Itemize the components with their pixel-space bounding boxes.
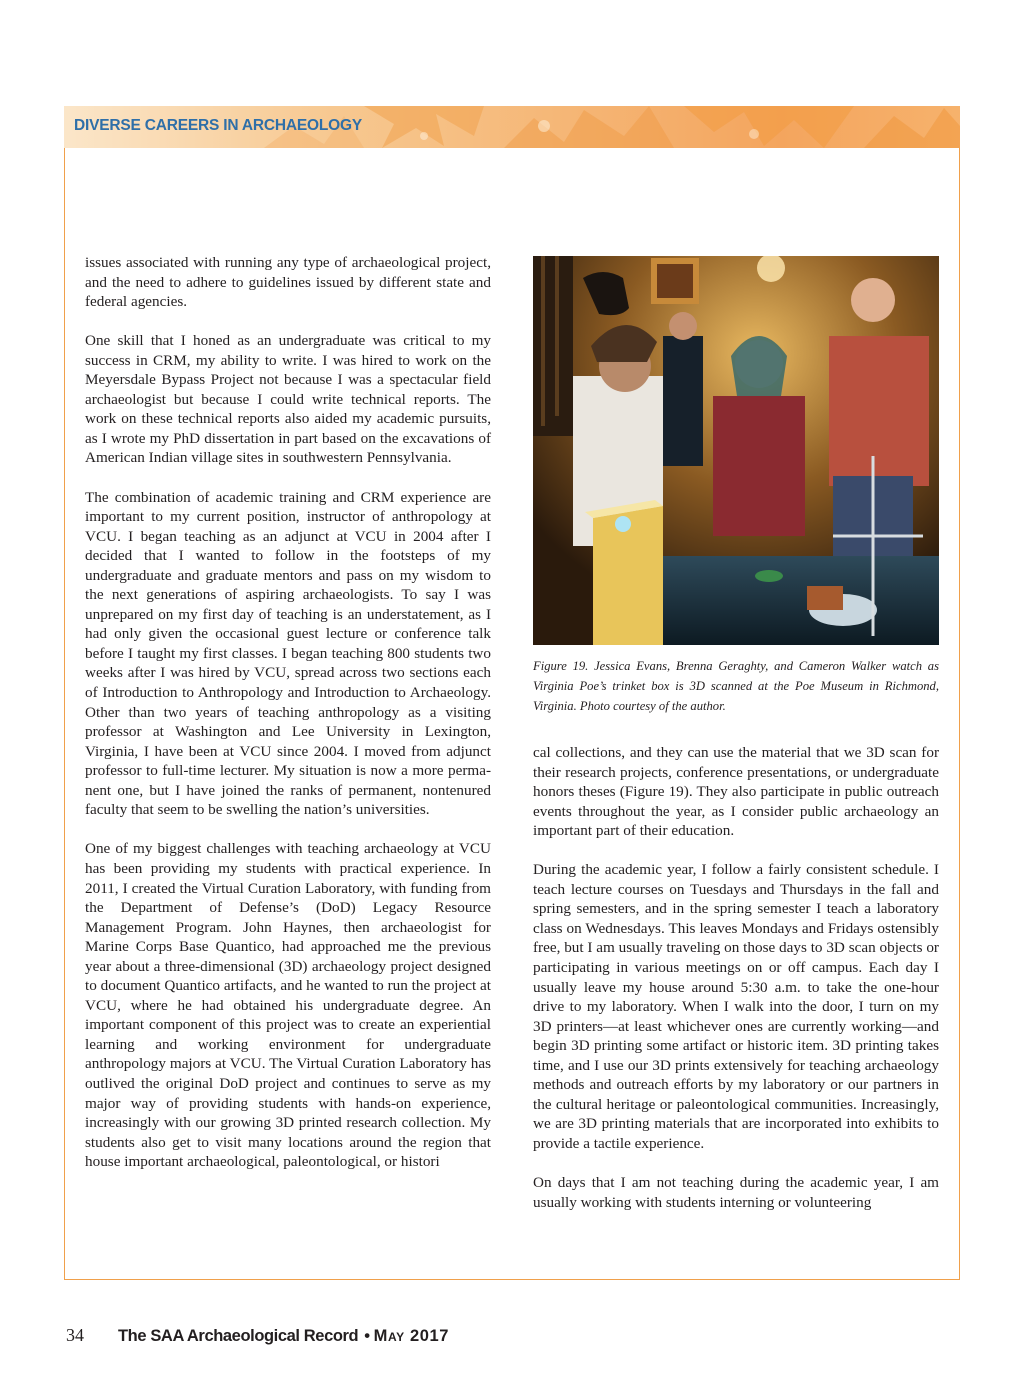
section-title: DIVERSE CAREERS IN ARCHAEOLOGY bbox=[74, 117, 362, 134]
paragraph: cal collections, and they can use the material that we 3D scan for their research projects, conference presentations, or undergraduate honors theses (Figure 19). They also participate in public outreach events throughout the year, as I consider public archaeology an important part of their education. bbox=[533, 744, 939, 840]
section-banner bbox=[64, 106, 960, 148]
footer-separator: • bbox=[364, 1327, 370, 1345]
paragraph: issues associated with running any type of archaeological project, and the need to adhere to guidelines issued by different state and federal agencies. bbox=[85, 254, 491, 311]
paragraph: On days that I am not teaching during the academic year, I am usually working with students interning or volunteering bbox=[533, 1174, 939, 1211]
right-column bbox=[533, 743, 939, 1212]
figure-caption: Figure 19. Jessica Evans, Brenna Geraghty, and Cameron Walker watch as Virginia Poe’s trinket box is 3D scanned at the Poe Museum in Richmond, Virginia. Photo courtesy of the author. bbox=[533, 659, 939, 713]
paragraph: One of my biggest challenges with teaching archaeology at VCU has been providing my students with practical experience. In 2011, I created the Virtual Curation Laboratory, with funding from the Department of Defense’s (DoD) Legacy Resource Management Program. John Haynes, then archaeologist for Marine Corps Base Quantico, had approached me the previous year about a three-dimensional (3D) archaeology project designed to document Quantico artifacts, and he wanted to run the project at VCU, where he had obtained his undergraduate degree. An important component of this project was to create an experiential learning and working environment for undergraduate anthropology majors at VCU. The Virtual Curation Laboratory has outlived the original DoD project and continues to serve as my major way of providing students with hands-on experience, increasingly with our growing 3D printed research collection. My students also get to visit many locations around the region that house important archaeological, paleontological, or histori bbox=[85, 840, 491, 1171]
page-footer bbox=[66, 1325, 449, 1353]
photo-illustration bbox=[533, 256, 939, 645]
issue-date: May 2017 bbox=[373, 1327, 450, 1345]
left-column bbox=[85, 253, 491, 1172]
page-number: 34 bbox=[66, 1325, 84, 1345]
paragraph: One skill that I honed as an undergraduate was critical to my success in CRM, my ability to write. I was hired to work on the Meyersdale Bypass Project not because I was a spectacular field archaeologist but because I could write technical reports. The work on these technical reports also aided my academic pursuits, as I wrote my PhD dissertation in part based on the excavations of American Indian village sites in southwestern Pennsylvania. bbox=[85, 332, 491, 467]
paragraph: During the academic year, I follow a fairly consistent schedule. I teach lecture courses on Tuesdays and Thursdays in the fall and spring semesters, and in the spring semester I teach a laboratory class on Wednesdays. This leaves Mondays and Fridays ostensibly free, but I am usually traveling on those days to 3D scan objects or participating in various meetings on or off campus. Each day I usually leave my house around 5:30 a.m. to take the one-hour drive to my laboratory. When I walk into the door, I turn on my 3D printers—at least whichever ones are currently working—and begin 3D printing some artifact or historic item. 3D printing takes time, and I use our 3D prints extensively for teaching archaeology methods and outreach efforts by my laboratory or our partners in the cultural heritage or paleontological communities. Increasingly, we are 3D printing materials that are incorporated into exhibits to provide a tactile experience. bbox=[533, 861, 939, 1152]
paragraph: The combination of academic training and CRM experience are important to my current position, instructor of anthropology at VCU. I began teaching as an adjunct at VCU in 2004 after I decided that I wanted to follow in the footsteps of my undergraduate and graduate mentors and pass on my wisdom to the next generations of aspiring archaeologists. To say I was unprepared on my first day of teaching is an understatement, as I had only given the occasional guest lecture or conference talk before I taught my first classes. I began teaching 800 students two weeks after I was hired by VCU, spread across two sections each of Introduction to Anthropology and Introduction to Archaeology. Other than two years of teaching anthropology as a visiting professor at Washington and Lee University in Lexington, Virginia, I have been at VCU since 2004. I moved from adjunct professor to full-time lecturer. My situation is now a more permanent one, but I have joined the ranks of permanent, nontenured faculty that seem to be swelling the nation’s universities. bbox=[85, 488, 491, 819]
publication-title: The SAA Archaeological Record bbox=[118, 1327, 359, 1345]
figure-photo bbox=[533, 256, 939, 645]
